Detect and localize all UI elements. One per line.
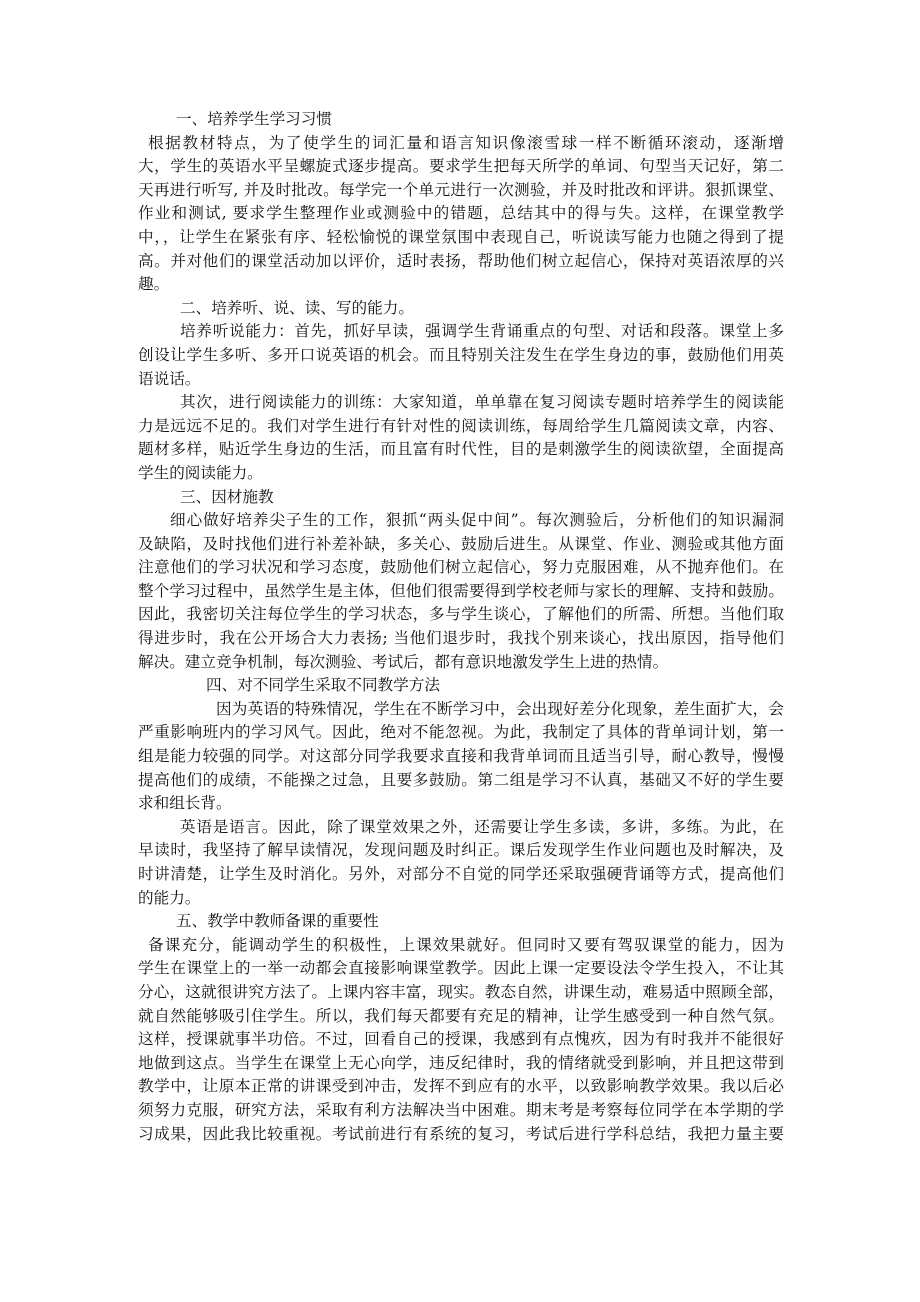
paragraph-line: 根据教材特点，为了使学生的词汇量和语言知识像滚雪球一样不断循环滚动，逐渐增 (148, 133, 784, 152)
section-heading-3: 三、因材施教 (180, 487, 274, 506)
paragraph-line: 其次，进行阅读能力的训练：大家知道，单单靠在复习阅读专题时培养学生的阅读能 (180, 393, 784, 412)
paragraph-line: 天再进行听写, 并及时批改。每学完一个单元进行一次测验，并及时批改和评讲。狠抓课堂、 (138, 180, 784, 199)
paragraph-line: 培养听说能力：首先，抓好早读，强调学生背诵重点的句型、对话和段落。课堂上多 (180, 322, 784, 341)
paragraph-line: 得进步时，我在公开场合大力表扬; 当他们退步时，我找个别来谈心，找出原因，指导他们 (138, 629, 784, 648)
paragraph-line: 学生在课堂上的一举一动都会直接影响课堂教学。因此上课一定要设法令学生投入，不让其 (138, 959, 784, 978)
paragraph-line: 解决。建立竞争机制，每次测验、考试后，都有意识地激发学生上进的热情。 (138, 652, 669, 671)
paragraph-line: 教学中，让原本正常的讲课受到冲击，发挥不到应有的水平，以致影响教学效果。我以后必 (138, 1077, 784, 1096)
paragraph-line: 就自然能够吸引住学生。所以，我们每天都要有充足的精神，让学生感受到一种自然气氛。 (138, 1006, 784, 1025)
paragraph-line: 趣。 (138, 275, 170, 294)
paragraph-line: 备课充分，能调动学生的积极性，上课效果就好。但同时又要有驾驭课堂的能力，因为 (148, 935, 784, 954)
paragraph-line: 因此，我密切关注每位学生的学习状态，多与学生谈心，了解他们的所需、所想。当他们取 (138, 605, 784, 624)
paragraph-line: 大，学生的英语水平呈螺旋式逐步提高。要求学生把每天所学的单词、句型当天记好，第二 (138, 157, 784, 176)
section-heading-1: 一、培养学生学习习惯 (176, 110, 332, 128)
paragraph-line: 及缺陷，及时找他们进行补差补缺，多关心、鼓励后进生。从课堂、作业、测验或其他方面 (138, 534, 784, 553)
paragraph-line: 高。并对他们的课堂活动加以评价，适时表扬，帮助他们树立起信心，保持对英语浓厚的兴 (138, 251, 784, 270)
section-heading-4: 四、对不同学生采取不同教学方法 (206, 676, 440, 695)
paragraph-line: 地做到这点。当学生在课堂上无心向学，违反纪律时，我的情绪就受到影响，并且把这带到 (138, 1053, 784, 1072)
paragraph-line: 早读时，我坚持了解早读情况，发现问题及时纠正。课后发现学生作业问题也及时解决，及 (138, 841, 784, 860)
paragraph-line: 中，，让学生在紧张有序、轻松愉悦的课堂氛围中表现自己，听说读写能力也随之得到了提 (138, 227, 784, 246)
paragraph-line: 学生的阅读能力。 (138, 463, 263, 482)
paragraph-line: 时讲清楚，让学生及时消化。另外，对部分不自觉的同学还采取强硬背诵等方式，提高他们 (138, 865, 784, 883)
paragraph-line: 创设让学生多听、多开口说英语的机会。而且特别关注发生在学生身边的事，鼓励他们用英 (138, 345, 784, 364)
paragraph-line: 求和组长背。 (138, 794, 232, 813)
paragraph-line: 严重影响班内的学习风气。因此，绝对不能忽视。为此，我制定了具体的背单词计划，第一 (138, 723, 784, 742)
paragraph-line: 注意他们的学习状况和学习态度，鼓励他们树立起信心，努力克服困难，从不抛弃他们。在 (138, 558, 784, 577)
section-heading-5: 五、教学中教师备课的重要性 (176, 912, 379, 931)
paragraph-line: 语说话。 (138, 369, 201, 388)
section-heading-2: 二、培养听、说、读、写的能力。 (180, 298, 414, 317)
paragraph-line: 须努力克服，研究方法，采取有利方法解决当中困难。期末考是考察每位同学在本学期的学 (138, 1100, 784, 1119)
paragraph-line: 分心，这就很讲究方法了。上课内容丰富，现实。教态自然，讲课生动，难易适中照顾全部， (138, 982, 784, 1001)
paragraph-line: 整个学习过程中，虽然学生是主体，但他们很需要得到学校老师与家长的理解、支持和鼓励。 (138, 581, 784, 600)
paragraph-line: 英语是语言。因此，除了课堂效果之外，还需要让学生多读，多讲，多练。为此，在 (180, 817, 784, 836)
paragraph-line: 因为英语的特殊情况，学生在不断学习中，会出现好差分化现象，差生面扩大，会 (216, 699, 784, 718)
paragraph-line: 的能力。 (138, 888, 201, 907)
paragraph-line: 力是远远不足的。我们对学生进行有针对性的阅读训练，每周给学生几篇阅读文章，内容、 (138, 416, 784, 435)
paragraph-line: 提高他们的成绩，不能操之过急，且要多鼓励。第二组是学习不认真，基础又不好的学生要 (138, 770, 784, 789)
paragraph-line: 细心做好培养尖子生的工作，狠抓“两头促中间”。每次测验后，分析他们的知识漏洞 (170, 511, 784, 530)
document-body (138, 108, 784, 1146)
paragraph-line: 组是能力较强的同学。对这部分同学我要求直接和我背单词而且适当引导，耐心教导，慢慢 (138, 747, 784, 766)
paragraph-line: 习成果，因此我比较重视。考试前进行有系统的复习，考试后进行学科总结，我把力量主要 (138, 1124, 784, 1143)
paragraph-line: 题材多样，贴近学生身边的生活，而且富有时代性，目的是刺激学生的阅读欲望，全面提高 (138, 440, 784, 459)
paragraph-line: 这样，授课就事半功倍。不过，回看自己的授课，我感到有点愧疚，因为有时我并不能很好 (138, 1030, 784, 1049)
paragraph-line: 作业和测试, 要求学生整理作业或测验中的错题，总结其中的得与失。这样，在课堂教学 (138, 204, 784, 223)
